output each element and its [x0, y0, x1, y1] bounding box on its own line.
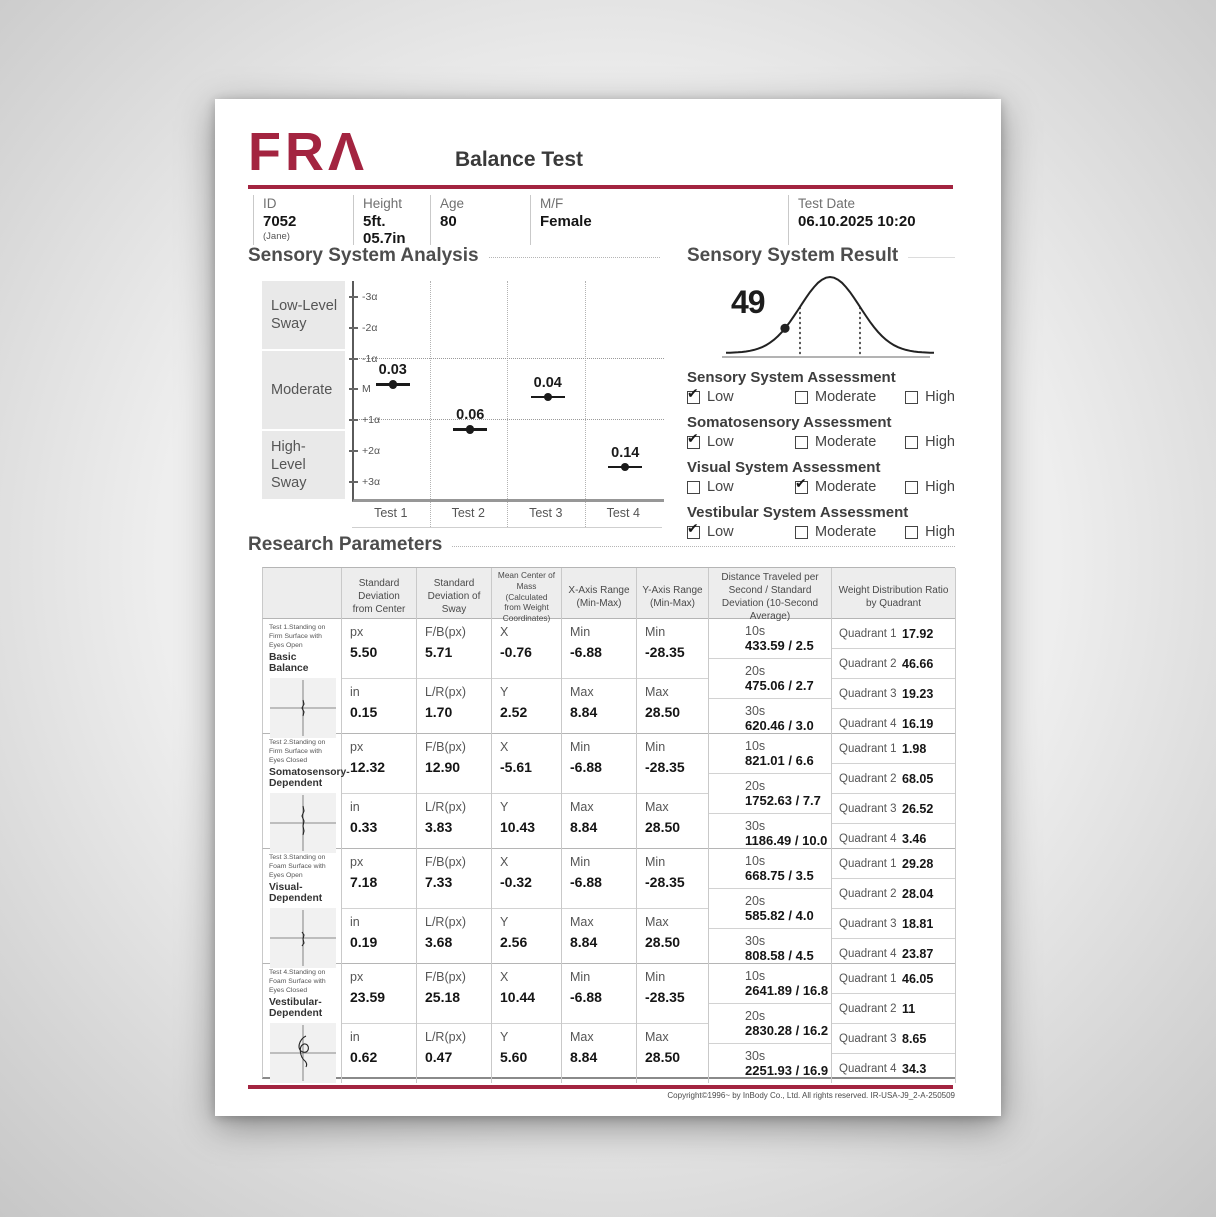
sd-sway-cell: F/B(px) 5.71 L/R(px) 1.70	[417, 619, 492, 738]
center-of-mass-cell: X 10.44 Y 5.60	[492, 964, 562, 1083]
x-axis-label: Test 4	[606, 506, 640, 520]
x-axis-label: Test 3	[529, 506, 563, 520]
x-range-cell: Min -6.88 Max 8.84	[562, 734, 637, 853]
y-range-cell: Min -28.35 Max 28.50	[637, 849, 709, 968]
patient-field	[530, 195, 788, 245]
table-row	[262, 619, 955, 734]
table-header: Standard Deviation from Center	[342, 568, 417, 626]
patient-field-note	[798, 231, 916, 232]
table-header: Weight Distribution Ratio by Quadrant	[832, 568, 956, 626]
x-range-cell: Min -6.88 Max 8.84	[562, 619, 637, 738]
quadrant-cell: Quadrant 1 1.98 Quadrant 2 68.05 Quadrant 3 26.52 Quadrant 4 3.46	[832, 734, 956, 853]
title-rule	[489, 257, 660, 258]
y-tick: M	[349, 383, 371, 395]
assessment-title: Visual System Assessment	[687, 459, 881, 476]
chart-point	[373, 363, 413, 390]
checkbox-icon	[795, 436, 808, 449]
assessment-option-label: High	[925, 479, 955, 495]
assessment-option-label: Moderate	[815, 524, 877, 540]
distance-cell: 10s 668.75 / 3.5 20s 585.82 / 4.0 30s 808.58 / 4.5	[709, 849, 832, 968]
y-tick: +1α	[349, 414, 380, 426]
band-moderate: Moderate	[262, 351, 345, 429]
checkbox-icon	[687, 436, 700, 449]
patient-field-label: Test Date	[798, 196, 856, 211]
assessment-title: Vestibular System Assessment	[687, 504, 909, 521]
checkbox-icon	[795, 481, 808, 494]
chart-points	[354, 281, 664, 499]
assessment-option-label: Low	[707, 434, 734, 450]
y-tick: -3α	[349, 291, 377, 303]
distance-cell: 10s 821.01 / 6.6 20s 1752.63 / 7.7 30s 1186.49 / 10.0	[709, 734, 832, 853]
distance-cell: 10s 2641.89 / 16.8 20s 2830.28 / 16.2 30s 2251.93 / 16.9	[709, 964, 832, 1083]
table-body	[262, 619, 955, 1079]
center-of-mass-cell: X -0.76 Y 2.52	[492, 619, 562, 738]
data-dot-icon	[466, 425, 474, 433]
data-dot-icon	[544, 393, 552, 401]
score-marker-icon	[780, 324, 789, 333]
sd-sway-cell: F/B(px) 25.18 L/R(px) 0.47	[417, 964, 492, 1083]
sd-center-cell: px 7.18 in 0.19	[342, 849, 417, 968]
y-tick: +2α	[349, 445, 380, 457]
assessment-option	[905, 479, 955, 495]
sd-center-cell: px 5.50 in 0.15	[342, 619, 417, 738]
checkbox-icon	[905, 481, 918, 494]
sway-trace-plot	[270, 908, 336, 968]
patient-field-note: (Jane)	[263, 231, 290, 242]
point-value-label: 0.03	[378, 362, 407, 379]
assessment-option	[687, 434, 795, 450]
result-bell-chart	[720, 267, 940, 364]
assessment-group	[687, 414, 955, 450]
y-tick: +3α	[349, 476, 380, 488]
patient-field	[253, 195, 353, 245]
result-score: 49	[731, 284, 765, 320]
quadrant-cell: Quadrant 1 46.05 Quadrant 2 11 Quadrant 3 8.65 Quadrant 4 34.3	[832, 964, 956, 1083]
analysis-section-title: Sensory System Analysis	[248, 245, 660, 267]
assessment-option	[687, 479, 795, 495]
patient-field-label: Age	[440, 196, 465, 211]
y-range-cell: Min -28.35 Max 28.50	[637, 734, 709, 853]
test-description-cell	[263, 619, 342, 738]
data-dot-icon	[621, 463, 629, 471]
patient-field-value: 80	[440, 213, 457, 230]
assessment-option-label: Moderate	[815, 434, 877, 450]
sd-center-cell: px 23.59 in 0.62	[342, 964, 417, 1083]
patient-field-value: Female	[540, 213, 592, 230]
table-header: Distance Traveled per Second / Standard Deviation (10-Second Average)	[709, 568, 832, 626]
test-name: Test 4.Standing on Foam Surface with Eyes Closed	[269, 969, 326, 995]
assessment-group	[687, 369, 955, 405]
test-type: Visual-Dependent	[269, 881, 323, 905]
point-value-label: 0.04	[533, 374, 562, 391]
assessment-option	[795, 434, 905, 450]
center-of-mass-cell: X -5.61 Y 10.43	[492, 734, 562, 853]
table-header: Mean Center of Mass (Calculated from Weight Coordinates)	[492, 568, 562, 626]
sway-trace-plot	[270, 793, 336, 853]
test-description-cell	[263, 849, 342, 968]
assessment-option	[795, 479, 905, 495]
checkbox-icon	[905, 391, 918, 404]
point-value-label: 0.14	[611, 444, 640, 461]
assessment-option-label: Moderate	[815, 389, 877, 405]
patient-field-note	[440, 231, 530, 232]
chart-point	[605, 446, 645, 473]
assessment-list	[687, 369, 955, 549]
patient-field	[430, 195, 530, 245]
sway-trace-plot	[270, 678, 336, 738]
patient-field	[353, 195, 430, 245]
test-type: Basic Balance	[269, 651, 309, 675]
chart-plot-area	[352, 281, 664, 502]
patient-info-bar	[253, 195, 955, 245]
point-value-label: 0.06	[456, 407, 485, 424]
table-header-row	[262, 567, 955, 624]
patient-field	[788, 195, 916, 245]
test-description-cell	[263, 734, 350, 853]
x-range-cell: Min -6.88 Max 8.84	[562, 849, 637, 968]
test-name: Test 3.Standing on Foam Surface with Eyes Open	[269, 854, 326, 880]
quadrant-cell: Quadrant 1 17.92 Quadrant 2 46.66 Quadrant 3 19.23 Quadrant 4 16.19	[832, 619, 956, 738]
table-header: Standard Deviation of Sway	[417, 568, 492, 626]
assessment-title: Somatosensory Assessment	[687, 414, 892, 431]
checkbox-icon	[687, 391, 700, 404]
test-name: Test 1.Standing on Firm Surface with Eyes Open	[269, 624, 326, 650]
y-tick: -2α	[349, 322, 377, 334]
sd-sway-cell: F/B(px) 7.33 L/R(px) 3.68	[417, 849, 492, 968]
assessment-option-label: High	[925, 524, 955, 540]
sd-sway-cell: F/B(px) 12.90 L/R(px) 3.83	[417, 734, 492, 853]
assessment-option	[687, 389, 795, 405]
sway-trace-plot	[270, 1023, 336, 1083]
table-header: X-Axis Range (Min-Max)	[562, 568, 637, 626]
fra-logo: FRΛ	[248, 122, 368, 182]
checkbox-icon	[905, 436, 918, 449]
sensory-analysis-chart	[262, 281, 662, 527]
chart-point	[528, 376, 568, 403]
header-divider	[248, 185, 953, 189]
sd-center-cell: px 12.32 in 0.33	[342, 734, 417, 853]
footer-divider	[248, 1085, 953, 1089]
checkbox-icon	[795, 391, 808, 404]
test-type: Somatosensory-Dependent	[269, 766, 350, 790]
center-of-mass-cell: X -0.32 Y 2.56	[492, 849, 562, 968]
patient-field-value: 7052	[263, 213, 297, 230]
y-range-cell: Min -28.35 Max 28.50	[637, 964, 709, 1083]
band-high: High-Level Sway	[262, 431, 345, 499]
copyright-text: Copyright©1996~ by InBody Co., Ltd. All rights reserved. IR-USA-J9_2-A-250509	[667, 1091, 955, 1100]
patient-field-label: M/F	[540, 196, 564, 211]
title-rule	[452, 546, 955, 547]
patient-field-note	[540, 231, 788, 232]
assessment-group	[687, 459, 955, 495]
report-title: Balance Test	[455, 148, 583, 171]
table-header: Y-Axis Range (Min-Max)	[637, 568, 709, 626]
quadrant-cell: Quadrant 1 29.28 Quadrant 2 28.04 Quadrant 3 18.81 Quadrant 4 23.87	[832, 849, 956, 968]
test-name: Test 2.Standing on Firm Surface with Eyes Closed	[269, 739, 326, 765]
title-rule	[908, 257, 955, 258]
data-dot-icon	[389, 380, 397, 388]
table-header-test	[263, 568, 342, 626]
research-table	[262, 567, 955, 1079]
assessment-title: Sensory System Assessment	[687, 369, 896, 386]
assessment-option-label: Low	[707, 389, 734, 405]
x-axis-label: Test 2	[451, 506, 485, 520]
assessment-option-label: High	[925, 434, 955, 450]
chart-point	[450, 408, 490, 435]
distance-cell: 10s 433.59 / 2.5 20s 475.06 / 2.7 30s 620.46 / 3.0	[709, 619, 832, 738]
patient-field-value: 5ft. 05.7in	[363, 213, 406, 247]
x-axis-label: Test 1	[374, 506, 408, 520]
patient-field-label: Height	[363, 196, 403, 211]
assessment-option-label: Low	[707, 524, 734, 540]
assessment-option-label: High	[925, 389, 955, 405]
test-description-cell	[263, 964, 342, 1083]
result-section-title: Sensory System Result	[687, 245, 955, 267]
assessment-option	[905, 389, 955, 405]
y-tick: -1α	[349, 353, 377, 365]
assessment-option	[795, 389, 905, 405]
research-section-title: Research Parameters	[248, 534, 955, 556]
assessment-option-label: Moderate	[815, 479, 877, 495]
checkbox-icon	[687, 481, 700, 494]
assessment-option	[905, 434, 955, 450]
test-type: Vestibular-Dependent	[269, 996, 323, 1020]
assessment-option-label: Low	[707, 479, 734, 495]
patient-field-value: 06.10.2025 10:20	[798, 213, 916, 230]
y-range-cell: Min -28.35 Max 28.50	[637, 619, 709, 738]
x-range-cell: Min -6.88 Max 8.84	[562, 964, 637, 1083]
band-low: Low-Level Sway	[262, 281, 345, 349]
report-page	[215, 99, 1001, 1116]
table-row	[262, 964, 955, 1079]
table-row	[262, 734, 955, 849]
table-row	[262, 849, 955, 964]
patient-field-label: ID	[263, 196, 277, 211]
x-axis-labels	[352, 501, 662, 528]
